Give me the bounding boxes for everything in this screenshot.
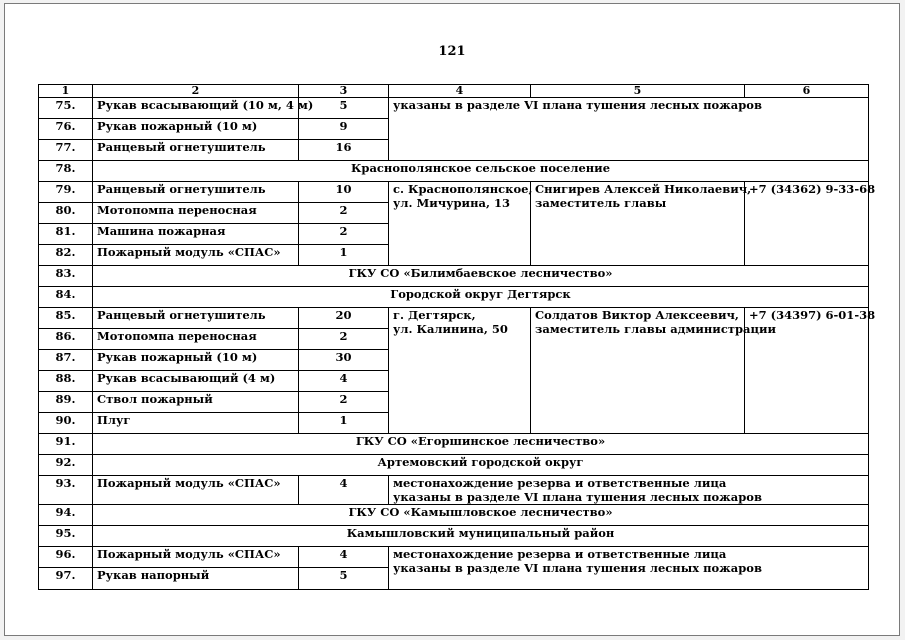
note-line: указаны в разделе VI плана тушения лесных пожаров xyxy=(393,561,762,575)
row-number: 90. xyxy=(39,413,93,434)
row-number: 83. xyxy=(39,266,93,287)
row-number: 77. xyxy=(39,140,93,161)
item-name: Рукав всасывающий (10 м, 4 м) xyxy=(93,98,299,119)
section-row xyxy=(39,455,869,476)
item-qty: 20 xyxy=(299,308,389,329)
table-row xyxy=(39,476,869,505)
item-name: Плуг xyxy=(93,413,299,434)
row-number: 84. xyxy=(39,287,93,308)
item-name: Ранцевый огнетушитель xyxy=(93,182,299,203)
item-qty: 2 xyxy=(299,224,389,245)
row-number: 76. xyxy=(39,119,93,140)
row-number: 87. xyxy=(39,350,93,371)
section-title: Городской округ Дегтярск xyxy=(93,287,869,308)
item-qty: 5 xyxy=(299,98,389,119)
responsible-name: Солдатов Виктор Алексеевич, xyxy=(535,308,739,322)
col-header: 4 xyxy=(389,85,531,98)
group-note xyxy=(389,547,869,590)
section-row xyxy=(39,505,869,526)
group-note: указаны в разделе VI плана тушения лесных пожаров xyxy=(389,98,869,161)
section-row xyxy=(39,434,869,455)
item-qty: 2 xyxy=(299,329,389,350)
location-cell xyxy=(389,308,531,434)
location-line: ул. Калинина, 50 xyxy=(393,322,508,336)
item-name: Мотопомпа переносная xyxy=(93,203,299,224)
item-qty: 2 xyxy=(299,392,389,413)
section-title: Артемовский городской округ xyxy=(93,455,869,476)
item-qty: 5 xyxy=(299,568,389,590)
row-number: 86. xyxy=(39,329,93,350)
item-name: Пожарный модуль «СПАС» xyxy=(93,245,299,266)
responsible-cell xyxy=(531,308,777,434)
phone-cell: +7 (34362) 9-33-68 xyxy=(745,182,869,266)
col-header: 2 xyxy=(93,85,299,98)
item-qty: 9 xyxy=(299,119,389,140)
item-name: Рукав напорный xyxy=(93,568,299,590)
row-number: 95. xyxy=(39,526,93,547)
location-line: ул. Мичурина, 13 xyxy=(393,196,510,210)
row-number: 82. xyxy=(39,245,93,266)
row-number: 89. xyxy=(39,392,93,413)
group-note xyxy=(389,476,869,505)
section-row xyxy=(39,266,869,287)
item-qty: 30 xyxy=(299,350,389,371)
location-cell xyxy=(389,182,531,266)
header-row xyxy=(39,85,869,98)
note-line: местонахождение резерва и ответственные лица xyxy=(393,547,727,561)
section-title: Краснополянское сельское поселение xyxy=(93,161,869,182)
row-number: 94. xyxy=(39,505,93,526)
item-name: Пожарный модуль «СПАС» xyxy=(93,476,299,505)
item-qty: 1 xyxy=(299,413,389,434)
item-qty: 1 xyxy=(299,245,389,266)
item-name: Ранцевый огнетушитель xyxy=(93,140,299,161)
section-row xyxy=(39,287,869,308)
item-name: Мотопомпа переносная xyxy=(93,329,299,350)
section-title: ГКУ СО «Билимбаевское лесничество» xyxy=(93,266,869,287)
row-number: 93. xyxy=(39,476,93,505)
row-number: 88. xyxy=(39,371,93,392)
table-row xyxy=(39,308,869,329)
table-row xyxy=(39,98,869,119)
responsible-name: Снигирев Алексей Николаевич, xyxy=(535,182,752,196)
item-qty: 4 xyxy=(299,371,389,392)
phone-cell: +7 (34397) 6-01-38 xyxy=(745,308,869,434)
document-page xyxy=(4,3,900,636)
row-number: 97. xyxy=(39,568,93,590)
responsible-cell xyxy=(531,182,752,266)
section-title: ГКУ СО «Егоршинское лесничество» xyxy=(93,434,869,455)
item-name: Пожарный модуль «СПАС» xyxy=(93,547,299,568)
item-qty: 4 xyxy=(299,547,389,568)
note-line: указаны в разделе VI плана тушения лесных пожаров xyxy=(393,490,762,504)
row-number: 85. xyxy=(39,308,93,329)
row-number: 81. xyxy=(39,224,93,245)
row-number: 80. xyxy=(39,203,93,224)
table-row xyxy=(39,547,869,568)
location-line: с. Краснополянское, xyxy=(393,182,533,196)
item-name: Машина пожарная xyxy=(93,224,299,245)
col-header: 5 xyxy=(531,85,745,98)
item-qty: 16 xyxy=(299,140,389,161)
section-title: Камышловский муниципальный район xyxy=(93,526,869,547)
section-row xyxy=(39,526,869,547)
note-line: местонахождение резерва и ответственные лица xyxy=(393,476,727,490)
responsible-position: заместитель главы xyxy=(535,196,667,210)
row-number: 91. xyxy=(39,434,93,455)
table-row xyxy=(39,182,869,203)
location-line: г. Дегтярск, xyxy=(393,308,476,322)
item-qty: 10 xyxy=(299,182,389,203)
page-number: 121 xyxy=(438,44,466,59)
item-name: Рукав всасывающий (4 м) xyxy=(93,371,299,392)
resource-table xyxy=(38,84,876,590)
item-qty: 4 xyxy=(299,476,389,505)
row-number: 79. xyxy=(39,182,93,203)
col-header: 1 xyxy=(39,85,93,98)
section-row xyxy=(39,161,869,182)
col-header: 6 xyxy=(745,85,869,98)
row-number: 78. xyxy=(39,161,93,182)
responsible-position: заместитель главы администрации xyxy=(535,322,777,336)
row-number: 75. xyxy=(39,98,93,119)
item-name: Рукав пожарный (10 м) xyxy=(93,350,299,371)
row-number: 92. xyxy=(39,455,93,476)
item-qty: 2 xyxy=(299,203,389,224)
item-name: Ствол пожарный xyxy=(93,392,299,413)
item-name: Ранцевый огнетушитель xyxy=(93,308,299,329)
section-title: ГКУ СО «Камышловское лесничество» xyxy=(93,505,869,526)
col-header: 3 xyxy=(299,85,389,98)
row-number: 96. xyxy=(39,547,93,568)
item-name: Рукав пожарный (10 м) xyxy=(93,119,299,140)
